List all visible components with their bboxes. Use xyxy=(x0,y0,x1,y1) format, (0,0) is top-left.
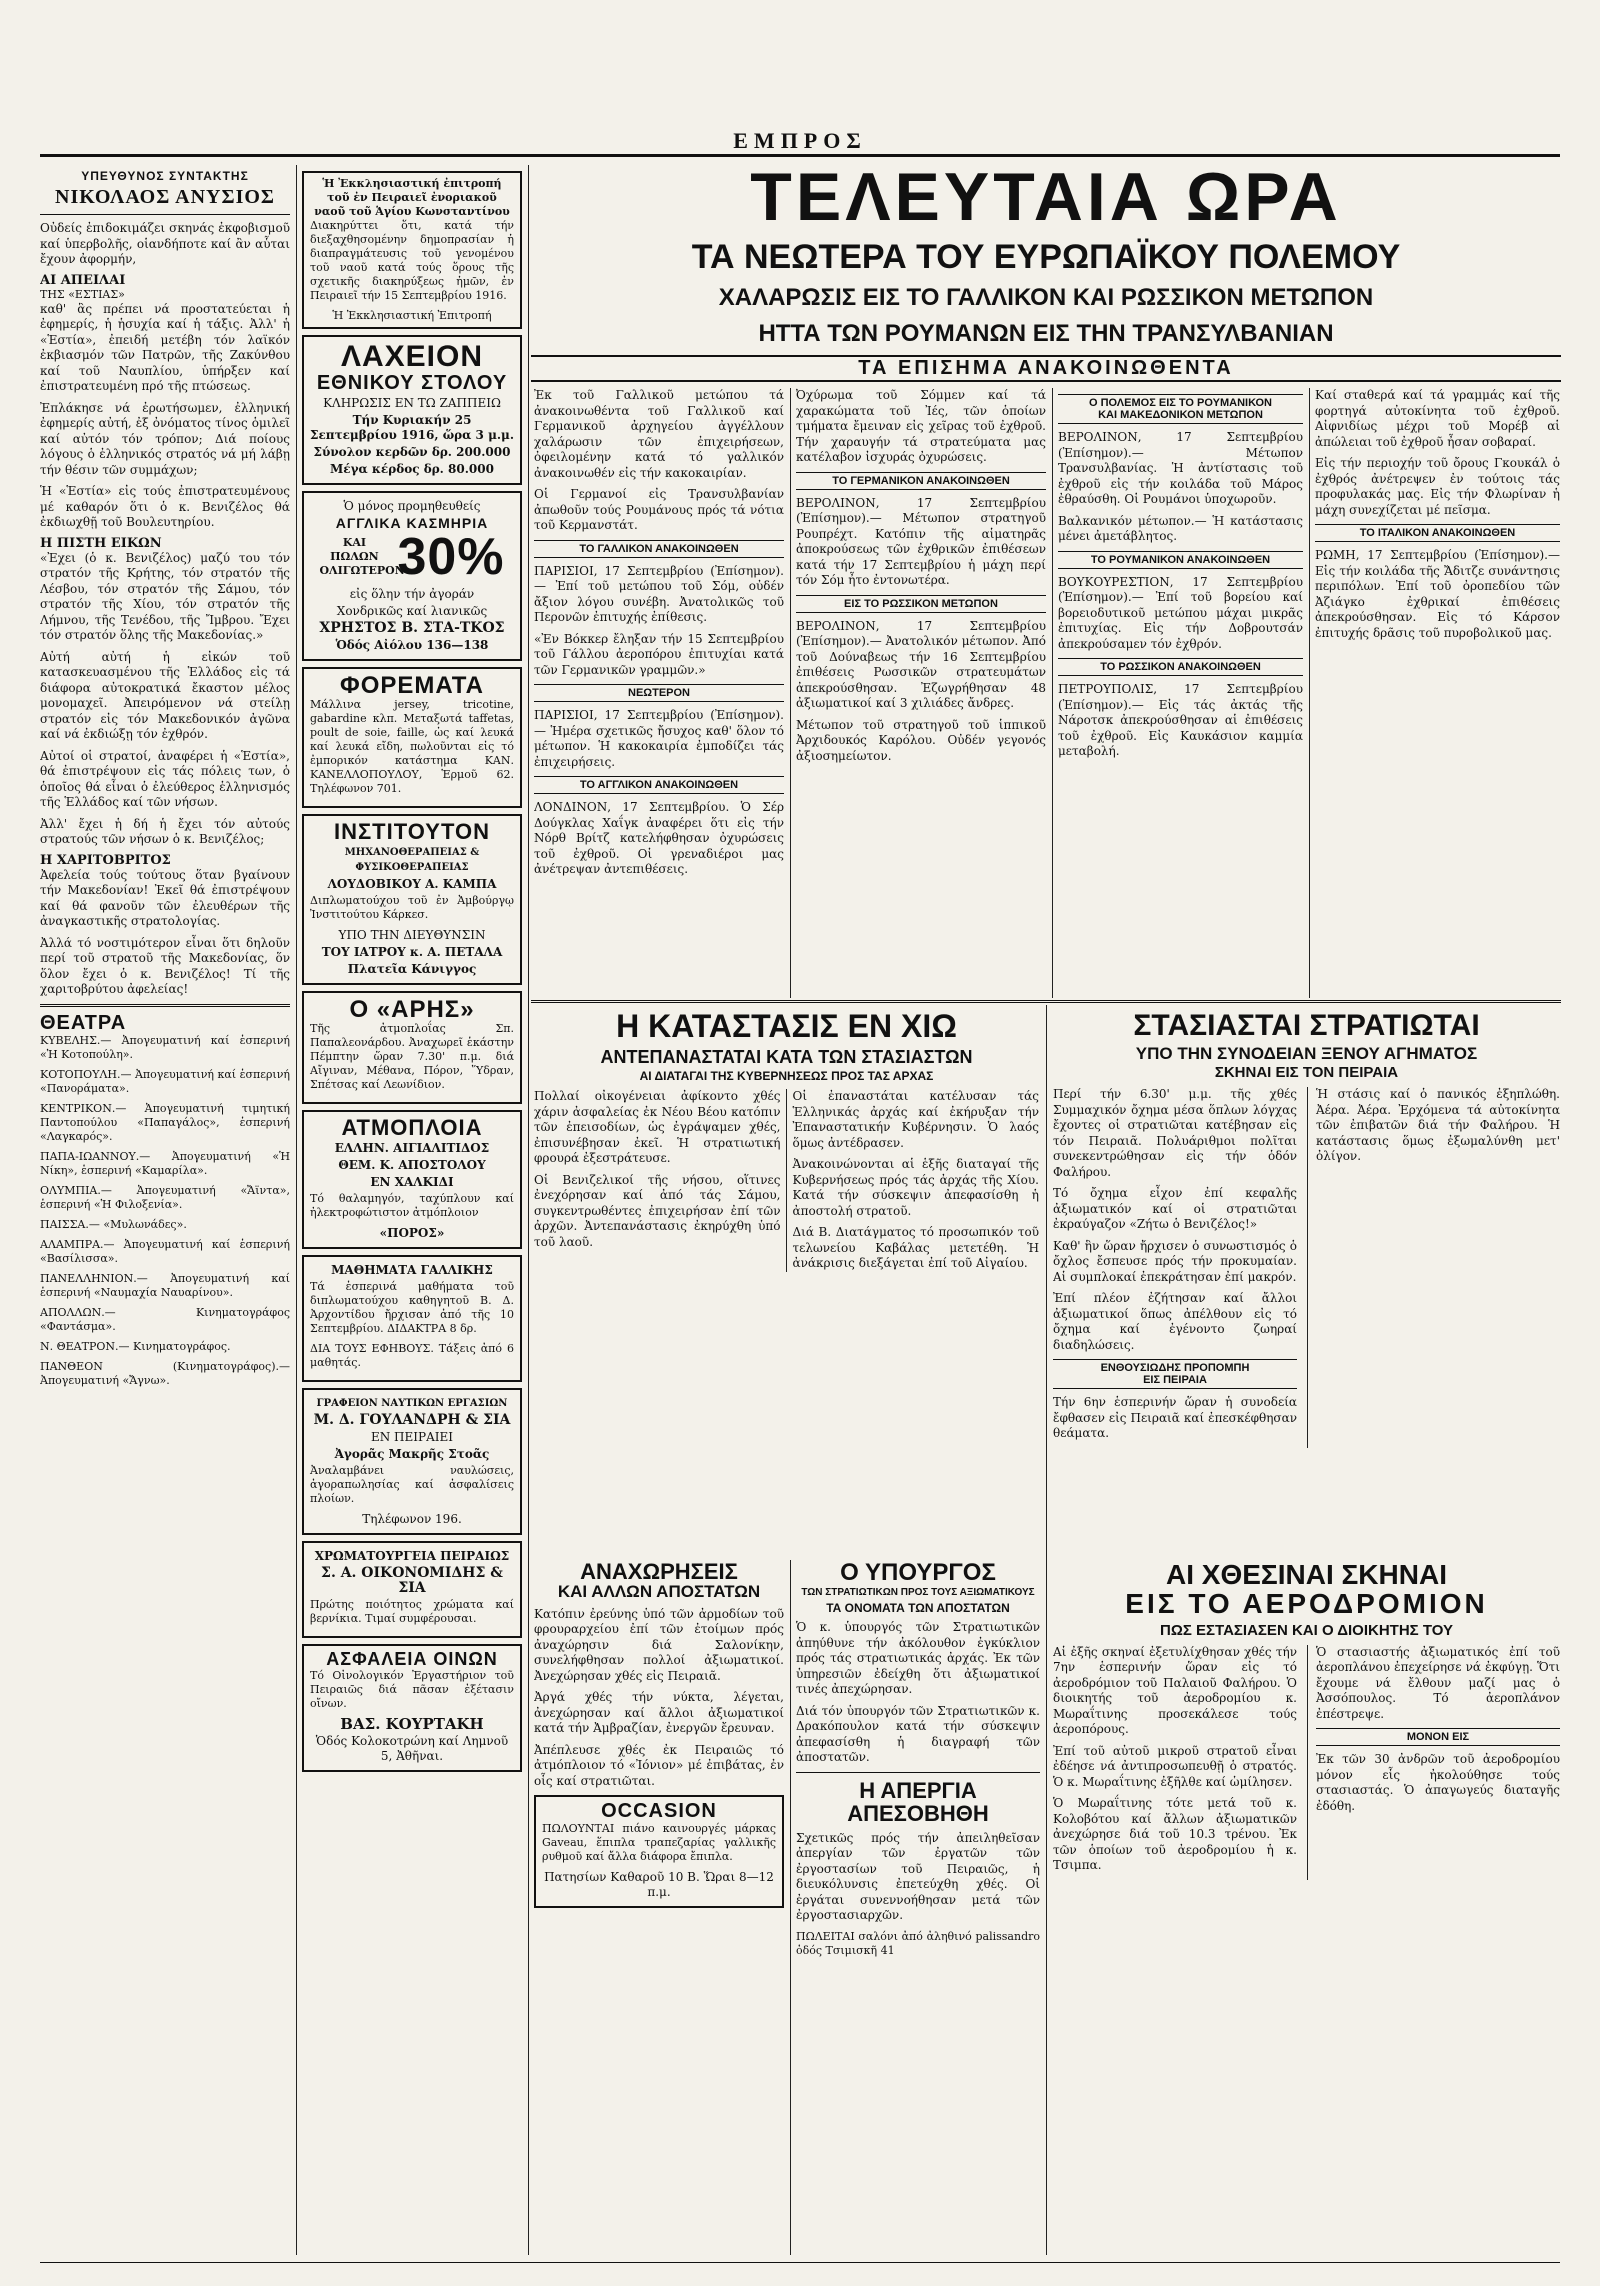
article-paragraph: «Ἐν Βόκκερ ἔληξαν τήν 15 Σεπτεμβρίου τοῦ Γάλλου ἀεροπόρου ἐπιτυχίαι κατά τῶν Γερμανικῶν γραμμῶν.» xyxy=(534,631,784,677)
article-paragraph: Εἰς τήν περιοχήν τοῦ ὄρους Γκουκάλ ὁ ἐχθρός ἀνέτρεψεν ἐν τούτοις τάς προφυλακάς μας. Εἰς τήν Φλωρίναν ἡ μάχη συνεχίζεται μέ πεῖσμα. xyxy=(1315,456,1560,517)
institute-body: Διπλωματούχου τοῦ ἐν Ἀμβούργῳ Ἰνστιτούτου Κάρκεσ. xyxy=(310,894,514,922)
theatre-item: ΑΛΑΜΠΡΑ.— Ἀπογευματινή καί ἑσπερινή «Βασίλισσα». xyxy=(40,1237,290,1265)
institute-line: Πλατεῖα Κάνιγγος xyxy=(347,962,477,977)
cashmere-name: ΧΡΗΣΤΟΣ Β. ΣΤΑ-ΤΚΟΣ xyxy=(319,619,505,636)
war-col-1 xyxy=(534,388,784,988)
wine-body: Τό Οἰνολογικόν Ἐργαστήριον τοῦ Πειραιῶς διά πᾶσαν ἐξέτασιν οἴνων. xyxy=(310,1669,514,1711)
aerodrome-body xyxy=(1053,1645,1560,1880)
article-paragraph: Ἡ «Ἑστία» εἰς τούς ἐπιστρατευμένους μέ καθαρόν ὅτι ὁ κ. Βενιζέλος θά ἐκδιωχθῇ τοῦ Βουλευτηρίου. xyxy=(40,484,290,529)
soldiers-col-a xyxy=(1053,1087,1297,1448)
theatre-item: ΚΥΒΕΛΗΣ.— Ἀπογευματινή καί ἑσπερινή «Ἡ Κοτοπούλη». xyxy=(40,1033,290,1061)
column-rule xyxy=(1046,1005,1047,2255)
divider xyxy=(40,1004,290,1007)
section-heading: ΤΟ ΓΑΛΛΙΚΟΝ ΑΝΑΚΟΙΝΩΘΕΝ xyxy=(534,540,784,558)
section-heading xyxy=(1053,1359,1297,1389)
article-paragraph: Βαλκανικόν μέτωπον.— Ἡ κατάστασις μένει ἀμετάβλητος. xyxy=(1058,513,1303,543)
chios-title: Η ΚΑΤΑΣΤΑΣΙΣ ΕΝ ΧΙΩ xyxy=(616,1010,957,1044)
masthead xyxy=(40,128,1560,157)
section-heading: ΤΟ ΡΟΥΜΑΝΙΚΟΝ ΑΝΑΚΟΙΝΩΘΕΝ xyxy=(1058,551,1303,569)
theatre-item: ΚΟΤΟΠΟΥΛΗ.— Ἀπογευματινή καί ἑσπερινή «Πανοράματα». xyxy=(40,1067,290,1095)
lottery-line: Μέγα κέρδος δρ. 80.000 xyxy=(330,461,494,476)
french-body: Τά ἑσπερινά μαθήματα τοῦ διπλωματούχου καθηγητοῦ Β. Δ. Ἀρχοντίδου ἤρχισαν ἀπό τῆς 10 Σεπτεμβρίου. ΔΙΔΑΚΤΡΑ 8 δρ. xyxy=(310,1280,514,1336)
article-paragraph: Ἀργά χθές τήν νύκτα, λέγεται, ἀνεχώρησαν καί ἄλλοι ἀξιωματικοί κατά τήν Ἀμβραζίαν, ἐνεργῶν ἔρευναν. xyxy=(534,1690,784,1736)
chios-subtitle: ΑΝΤΕΠΑΝΑΣΤΑΤΑΙ ΚΑΤΑ ΤΩΝ ΣΤΑΣΙΑΣΤΩΝ xyxy=(600,1046,973,1067)
section-heading: Η ΧΑΡΙΤΟΒΡΙΤΟΣ xyxy=(40,852,171,868)
article-paragraph: ΠΑΡΙΣΙΟΙ, 17 Σεπτεμβρίου (Ἐπίσημον).— Ἡμέρα σχετικῶς ἤσυχος καθ' ὅλον τό μέτωπον. Ἡ κακοκαιρία ἐμποδίζει τάς ἐπιχειρήσεις. xyxy=(534,708,784,769)
dye-ad xyxy=(302,1541,522,1638)
cashmere-percent: 30% xyxy=(397,528,505,587)
chios-story xyxy=(534,1010,1039,1550)
headline-1: ΤΑ ΝΕΩΤΕΡΑ ΤΟΥ ΕΥΡΩΠΑΪΚΟΥ ΠΟΛΕΜΟΥ xyxy=(691,238,1401,276)
shipping-line: ΕΝ ΠΕΙΡΑΙΕΙ xyxy=(370,1430,454,1445)
column-rule xyxy=(790,388,791,998)
french-title: ΜΑΘΗΜΑΤΑ ΓΑΛΛΙΚΗΣ xyxy=(331,1263,493,1278)
article-paragraph: Ἐπλάκησε νά ἐρωτήσωμεν, ἐλληνική ἐφημερίς αὐτή, ἐξ ὀνόματος τίνος ὁμιλεῖ καί αὐτόν τόν τρόπον; Διά ποίους λόγους ὁ ἐλληνικός στρατός νά μή λάβῃ τήν θέσιν τῶν συμμάχων; xyxy=(40,400,290,477)
occasion-body: ΠΩΛΟΥΝΤΑΙ πιάνο καινουργές μάρκας Gaveau, ἕπιπλα τραπεζαρίας γαλλικῆς ρυθμοῦ καί ἄλλα διάφορα ἔπιπλα. xyxy=(542,1822,776,1864)
shipping-line: Ἀγορᾶς Μακρῆς Στοᾶς xyxy=(334,1447,490,1462)
institute-name: ΛΟΥΔΟΒΙΚΟΥ Α. ΚΑΜΠΑ xyxy=(327,877,497,892)
cashmere-line: Ὁ μόνος προμηθευθείς xyxy=(343,498,481,513)
french-ad xyxy=(302,1255,522,1382)
classified-ad: ΠΩΛΕΙΤΑΙ σαλόνι ἀπό ἀληθινό palissandro ὁδός Τσιμισκῆ 41 xyxy=(796,1929,1040,1957)
section-heading: ΜΟΝΟΝ ΕΙΣ xyxy=(1316,1728,1560,1746)
shipping-body: Ἀναλαμβάνει ναυλώσεις, ἀγοραπωλησίας καί ἀσφαλίσεις πλοίων. xyxy=(310,1464,514,1506)
church-notice xyxy=(302,171,522,329)
resign-story xyxy=(534,1560,784,2260)
article-paragraph: ΒΕΡΟΛΙΝΟΝ, 17 Σεπτεμβρίου (Ἐπίσημον).— Μέτωπον στρατηγοῦ Ρουπρέχτ. Κατόπιν τῆς αἱματηρᾶς ἀποκρούσεως τῶν ἐχθρικῶν ἐπιθέσεων κατά τήν 17 Σεπτεμβρίου ἡ μάχη περί τόν Σόμ ἦτο ἐντονωτέρα. xyxy=(796,495,1046,587)
article-paragraph: Ἀνακοινώνονται αἱ ἑξῆς διαταγαί τῆς Κυβερνήσεως πρός τάς ἀρχάς τῆς Χίου. Κατά τήν σύσκεψιν ἀπεφασίσθη ἡ ἀποστολή στρατοῦ. xyxy=(792,1157,1039,1218)
headline-3: ΗΤΤΑ ΤΩΝ ΡΟΥΜΑΝΩΝ ΕΙΣ ΤΗΝ ΤΡΑΝΣΥΛΒΑΝΙΑΝ xyxy=(758,320,1334,347)
section-heading: ΤΟ ΑΓΓΛΙΚΟΝ ΑΝΑΚΟΙΝΩΘΕΝ xyxy=(534,776,784,794)
headline-4: ΤΑ ΕΠΙΣΗΜΑ ΑΝΑΚΟΙΝΩΘΕΝΤΑ xyxy=(531,355,1561,382)
steamship-line: «ΠΟΡΟΣ» xyxy=(379,1226,445,1241)
resign-subtitle: ΚΑΙ ΑΛΛΩΝ ΑΠΟΣΤΑΤΩΝ xyxy=(557,1582,761,1602)
institute-title: ΙΝΣΤΙΤΟΥΤΟΝ xyxy=(333,818,490,844)
article-paragraph: Διά Β. Διατάγματος τό προσωπικόν τοῦ τελωνείου Καβάλας μετετέθη. Ἡ ἀνάκρισις διεξάγεται ἐπί τοῦ Αἰγαίου. xyxy=(792,1225,1039,1271)
section-heading: ΑΙ ΑΠΕΙΛΑΙ xyxy=(40,272,126,288)
theatre-item: ΟΛΥΜΠΙΑ.— Ἀπογευματινή «Ἄϊντα», ἑσπερινή «Ἡ Φιλοξενία». xyxy=(40,1183,290,1211)
aris-title: Ο «ΑΡΗΣ» xyxy=(349,996,475,1024)
article-paragraph: Πολλαί οἰκογένειαι ἀφίκοντο χθές χάριν ἀσφαλείας ἐκ Νέου Βέου κατόπιν τῶν ἐπεισοδίων, ὡς ἐγράψαμεν χθές, ἐπισυνέβησαν ἐκεῖ. Ἡ στρατιωτική φρουρά ἐξεστράτευσε. xyxy=(534,1089,781,1166)
editor-label: ΥΠΕΥΘΥΝΟΣ ΣΥΝΤΑΚΤΗΣ xyxy=(81,169,249,183)
page-bottom-rule xyxy=(40,2262,1560,2263)
steamship-title: ΑΤΜΟΠΛΟΙΑ xyxy=(341,1115,483,1141)
minister-subtitle: ΤΩΝ ΣΤΡΑΤΙΩΤΙΚΩΝ ΠΡΟΣ ΤΟΥΣ ΑΞΙΩΜΑΤΙΚΟΥΣ xyxy=(801,1587,1035,1599)
section-heading: ΕΙΣ ΤΟ ΡΩΣΣΙΚΟΝ ΜΕΤΩΠΟΝ xyxy=(796,595,1046,613)
article-paragraph: Οἱ Βενιζελικοί τῆς νήσου, οἵτινες ἐνεχόρησαν καί ἀπό τάς Σάμου, συγκεντρωθέντες ἐπιχειρήσαν ἐπί τῶν ἀρχῶν. Ἀντεπανάστασις ἐκηρύχθη ὑπό τοῦ λαοῦ. xyxy=(534,1172,781,1249)
article-paragraph: Κατόπιν ἐρεύνης ὑπό τῶν ἀρμοδίων τοῦ φρουραρχείου ἐπί τῶν ἐτοίμων πρός ἀναχώρησιν διά Σαλονίκην, συνελήφθησαν πολλοί ἀξιωματικοί. Ἀνεχώρησαν χθές εἰς Πειραιᾶ. xyxy=(534,1606,784,1683)
article-paragraph: ΒΕΡΟΛΙΝΟΝ, 17 Σεπτεμβρίου (Ἐπίσημον).— Μέτωπον Τρανσυλβανίας. Ἡ ἀντίστασις τοῦ ἐχθροῦ εἰς τήν κοιλάδα τοῦ Μάρος ἐθραύσθη. Οἱ Ρουμάνοι ὑποχωροῦν. xyxy=(1058,430,1303,506)
article-paragraph: Ἀφελεία τούς τούτους ὅταν βγαίνουν τήν Μακεδονίαν! Ἐκεῖ θά ἐπιστρέψουν καί θά φανοῦν τῶν ἐλευθέρων τῆς ἀναγκαστικῆς στρατολογίας. xyxy=(40,867,290,928)
resign-title: ΑΝΑΧΩΡΗΣΕΙΣ xyxy=(580,1560,738,1584)
section-heading: ΤΟ ΙΤΑΛΙΚΟΝ ΑΝΑΚΟΙΝΩΘΕΝ xyxy=(1315,524,1560,542)
article-paragraph: Οὐδείς ἐπιδοκιμάζει σκηνάς ἐκφοβισμοῦ καί ὑπερβολῆς, οἱανδήποτε καί ἂν αὗται ἔχουν ἀφορμήν, xyxy=(40,221,290,266)
section-heading: ΤΟ ΓΕΡΜΑΝΙΚΟΝ ΑΝΑΚΟΙΝΩΘΕΝ xyxy=(796,472,1046,490)
article-paragraph: Καί σταθερά καί τά γραμμάς καί τῆς φορτηγά αὐτοκίνητα τοῦ ἐχθροῦ. Αἰφνιδίως μέχρι τοῦ Μορέβ αἱ ἀπώλειαι τοῦ ἐχθροῦ ἦσαν σοβαραί. xyxy=(1315,388,1560,449)
occasion-title: OCCASION xyxy=(601,1800,717,1823)
section-heading-line: ΚΑΙ ΜΑΚΕΔΟΝΙΚΟΝ ΜΕΤΩΠΟΝ xyxy=(1098,409,1263,421)
theatre-item: ΠΑΝΘΕΟΝ (Κινηματογράφος).— Ἀπογευματινή «Ἄγνω». xyxy=(40,1359,290,1387)
steamship-line: ΘΕΜ. Κ. ΑΠΟΣΤΟΛΟΥ xyxy=(338,1158,486,1173)
steamship-body: Τό θαλαμηγόν, ταχύπλουν καί ἠλεκτροφώτιστον ἀτμόπλοιον xyxy=(310,1192,514,1220)
steamship-line: ΕΝ ΧΑΛΚΙΔΙ xyxy=(370,1175,454,1190)
column-rule xyxy=(528,165,529,2255)
institute-ad xyxy=(302,814,522,985)
chios-subtitle-2: ΑΙ ΔΙΑΤΑΓΑΙ ΤΗΣ ΚΥΒΕΡΝΗΣΕΩΣ ΠΡΟΣ ΤΑΣ ΑΡΧΑΣ xyxy=(639,1069,934,1084)
article-paragraph: ΠΑΡΙΣΙΟΙ, 17 Σεπτεμβρίου (Ἐπίσημον).— Ἐπί τοῦ μετώπου τοῦ Σόμ, οὐδέν ἄξιον λόγου συνέβη. Ἀνατολικῶς τοῦ Περονῶν ἐπιτυχής ἐπίθεσις. xyxy=(534,563,784,624)
soldiers-subtitle-2: ΣΚΗΝΑΙ ΕΙΣ ΤΟΝ ΠΕΙΡΑΙΑ xyxy=(1214,1064,1399,1082)
article-paragraph: Αὐτή αὐτή ἡ εἰκών τοῦ κατασκευασμένου τῆς Ἑλλάδος εἰς τά διάφορα αὐτοκρατικά ἔκαστον μέλος μονομαχεῖ. Ἀπειρόμενον νά στείλῃ στρατόν εἰς τόν Μακεδονικόν ἀγῶνα καί νά ἐκδιώξῃ τόν ἐχθρόν. xyxy=(40,649,290,741)
occasion-address: Πατησίων Καθαροῦ 10 Β. Ὥραι 8—12 π.μ. xyxy=(544,1870,774,1900)
aerodrome-title: ΑΙ ΧΘΕΣΙΝΑΙ ΣΚΗΝΑΙ xyxy=(1166,1560,1447,1590)
cashmere-offer xyxy=(310,530,514,585)
article-paragraph: Ὀχύρωμα τοῦ Σόμμεν καί τά χαρακώματα τοῦ Ἰές, τῶν ὁποίων τμήματα ἔμειναν εἰς χεῖρας τοῦ ἐχθροῦ. Τήν χαραυγήν τά στρατεύματα μας κατέλαβον ἰσχυράς ὀχυρώσεις. xyxy=(796,388,1046,464)
lottery-ad xyxy=(302,335,522,485)
article-paragraph: Ὁ κ. ὑπουργός τῶν Στρατιωτικῶν ἀπηύθυνε τήν ἀκόλουθον ἐγκύκλιον πρός τάς στρατιωτικάς ἀρχάς. Ἐκ τῶν ὑπηρεσιῶν ἐδείχθη ὅτι ἀξιωματικοί τινές ἀπεχώρησαν. xyxy=(796,1620,1040,1697)
section-heading xyxy=(1058,394,1303,424)
notice-signature: Ἡ Ἐκκλησιαστική Ἐπιτροπή xyxy=(332,309,492,322)
column-rule xyxy=(790,1560,791,2255)
article-paragraph: καθ' ἃς πρέπει νά προστατεύεται ἡ ἐφημερίς, ἡ ἡσυχία καί ἡ τάξις. Ἀλλ' ἡ «Ἑστία», ἐπειδή μετέβη τόν λαϊκόν ἐκβιασμόν τῶν Πατρῶν, τῆς Ζακύνθου καί τοῦ Ναυπλίου, ὑπήρξεν καί ἐπιστρατευμένη πρό τῆς πτώσεως. xyxy=(40,301,290,393)
article-paragraph: Αὐτοί οἱ στρατοί, ἀναφέρει ἡ «Ἑστία», θά ἐπιστρέψουν εἰς τάς πόλεις των, ὁ ὁποῖος θά εἶναι ὁ ἐλεύθερος ἑλληνισμός τῆς Ἑλλάδος καί τῶν νήσων. xyxy=(40,748,290,809)
war-col-2 xyxy=(796,388,1046,988)
article-paragraph: Ἐκ τοῦ Γαλλικοῦ μετώπου τά ἀνακοινωθέντα τοῦ Γαλλικοῦ καί Γερμανικοῦ ἀρχηγείου ἀγγέλλουν χαλάρωσιν τῶν ἐπιχειρήσεων, ὀφειλομένην κατά τό γαλλικόν ἀνακοινωθέν εἰς τήν κακοκαιρίαν. xyxy=(534,388,784,480)
cashmere-address: Ὁδός Αἰόλου 136—138 xyxy=(335,637,489,652)
article-paragraph: ΛΟΝΔΙΝΟΝ, 17 Σεπτεμβρίου. Ὁ Σέρ Δούγκλας Χαΐγκ ἀναφέρει ὅτι εἰς τήν Νόρθ Βρίτζ κατελήφθησαν ὀχυρώσεις τοῦ ἐχθροῦ. Οἱ γρεναδιέροι μας ἀνέτρεψαν ἀντεπιθέσεις. xyxy=(534,800,784,876)
strike-subtitle: ΑΠΕΣΟΒΗΘΗ xyxy=(847,1800,989,1826)
theatre-item: Ν. ΘΕΑΤΡΟΝ.— Κινηματογράφος. xyxy=(40,1339,231,1353)
article-paragraph: Ἐπί πλέον ἐζήτησαν καί ἄλλοι ἀξιωματικοί ὅπως ἀπέλθουν εἰς τό ὄχημα καί ἐγένοντο ζωηραί διαδηλώσεις. xyxy=(1053,1291,1297,1352)
article-paragraph: Σχετικῶς πρός τήν ἀπειληθεῖσαν ἀπεργίαν τῶν ἐργατῶν τῶν ἐργοστασίων τοῦ Πειραιῶς, ἡ διευκόλυνσις ἐπετεύχθη χθές. Οἱ ἐργάται συνεννοήθησαν μετά τῶν ἐργοστασιαρχῶν. xyxy=(796,1830,1040,1923)
divider xyxy=(796,1772,1040,1773)
article-paragraph: Ἀπέπλευσε χθές ἐκ Πειραιῶς τό ἀτμόπλοιον τό «Ἰόνιον» μέ ἐπιβάτας, ἐν οἷς καί στρατιῶται. xyxy=(534,1742,784,1788)
article-paragraph: ΒΕΡΟΛΙΝΟΝ, 17 Σεπτεμβρίου (Ἐπίσημον).— Ἀνατολικόν μέτωπον. Ἀπό τοῦ Δούναβεως τήν 16 Σεπτεμβρίου ἐπιθέσεις Ρωσσικῶν στρατευμάτων ἀπεκρούσθησαν. Ἐζωγρήθησαν 48 ἀξιωματικοί καί 3 χιλιάδες ἄνδρες. xyxy=(796,618,1046,710)
soldiers-subtitle: ΥΠΟ ΤΗΝ ΣΥΝΟΔΕΙΑΝ ΞΕΝΟΥ ΑΓΗΜΑΤΟΣ xyxy=(1135,1043,1478,1063)
theatre-item: ΑΠΟΛΛΩΝ.— Κινηματογράφος «Φαντάσμα». xyxy=(40,1305,290,1333)
institute-line: ΥΠΟ ΤΗΝ ΔΙΕΥΘΥΝΣΙΝ xyxy=(338,928,486,943)
newspaper-name: ΕΜΠΡΟΣ xyxy=(733,128,867,153)
aerodrome-story xyxy=(1053,1560,1560,2260)
section-heading-line: ΕΙΣ ΠΕΙΡΑΙΑ xyxy=(1143,1374,1207,1387)
occasion-ad xyxy=(534,1795,784,1908)
main-title: ΤΕΛΕΥΤΑΙΑ ΩΡΑ xyxy=(750,159,1342,235)
column-rule xyxy=(296,165,297,2255)
shipping-title: ΓΡΑΦΕΙΟΝ ΝΑΥΤΙΚΩΝ ΕΡΓΑΣΙΩΝ xyxy=(316,1398,508,1410)
aerodrome-subtitle-2: ΠΩΣ ΕΣΤΑΣΙΑΣΕΝ ΚΑΙ Ο ΔΙΟΙΚΗΤΗΣ ΤΟΥ xyxy=(1160,1621,1453,1639)
theatre-list xyxy=(40,1034,290,1388)
section-heading: Η ΠΙΣΤΗ ΕΙΚΩΝ xyxy=(40,535,162,551)
institute-subtitle: ΜΗΧΑΝΟΘΕΡΑΠΕΙΑΣ & ΦΥΣΙΚΟΘΕΡΑΠΕΙΑΣ xyxy=(344,847,480,874)
aris-ad xyxy=(302,991,522,1104)
dress-title: ΦΟΡΕΜΑΤΑ xyxy=(340,671,484,699)
cashmere-line: εἰς ὅλην τήν ἀγοράν xyxy=(349,586,475,601)
lottery-line: Τήν Κυριακήν 25 Σεπτεμβρίου 1916, ὥρα 3 μ.μ. xyxy=(310,412,514,442)
aris-body: Τῆς ἀτμοπλοΐας Σπ. Παπαλεονάρδου. Ἀναχωρεῖ ἑκάστην Πέμπτην ὥραν 7.30' π.μ. διά Αἴγιναν, Μέθανα, Πόρον, Ὕδραν, Σπέτσας καί Λεωνίδιον. xyxy=(310,1022,514,1092)
wine-title: ΑΣΦΑΛΕΙΑ ΟΙΝΩΝ xyxy=(326,1649,498,1670)
article-paragraph: ΒΟΥΚΟΥΡΕΣΤΙΟΝ, 17 Σεπτεμβρίου (Ἐπίσημον).— Ἐπί τοῦ βορείου καί βορειοδυτικοῦ μετώπου μάχαι μικρᾶς ἐπιτυχίας. Εἰς τήν Δοβρουτσάν ἀπεκρούσαμεν τόν ἐχθρόν. xyxy=(1058,574,1303,651)
article-paragraph: Διά τόν ὑπουργόν τῶν Στρατιωτικῶν κ. Δρακόπουλον κατά τήν σύσκεψιν ἀπεφασίσθη ἡ διαγραφή τῶν ἀποστατῶν. xyxy=(796,1703,1040,1765)
article-paragraph: Ὁ στασιαστής ἀξιωματικός ἐπί τοῦ ἀεροπλάνου ἐπεχείρησε νά ἐκφύγῃ. Ὅτι ἔχουμε νά ἔλθουν μαζί μας ὁ Ἀσσόπουλος. Τό ἀεροπλάνον ἐπέστρεψε. xyxy=(1316,1644,1560,1721)
aerodrome-col-a xyxy=(1053,1645,1297,1880)
article-paragraph: Τήν 6ην ἑσπερινήν ὥραν ἡ συνοδεία ἔφθασεν εἰς Πειραιᾶ καί ἐπεσκέφθησαν θεάματα. xyxy=(1053,1395,1297,1441)
shipping-name: Μ. Δ. ΓΟΥΛΑΝΔΡΗ & ΣΙΑ xyxy=(313,1412,511,1429)
article-paragraph: Τό ὄχημα εἶχον ἐπί κεφαλῆς ἀξιωματικόν καί οἱ στρατιῶται ἐκραύγαζον «Ζήτω ὁ Βενιζέλος!» xyxy=(1053,1186,1297,1232)
notice-title: Ἡ Ἐκκλησιαστική ἐπιτροπή τοῦ ἐν Πειραιεῖ ἐνοριακοῦ ναοῦ τοῦ Ἁγίου Κωνσταντίνου xyxy=(314,177,510,218)
headline-2: ΧΑΛΑΡΩΣΙΣ ΕΙΣ ΤΟ ΓΑΛΛΙΚΟΝ ΚΑΙ ΡΩΣΣΙΚΟΝ ΜΕΤΩΠΟΝ xyxy=(718,284,1374,311)
lottery-title: ΛΑΧΕΙΟΝ xyxy=(340,340,484,373)
dress-body: Μάλλινα jersey, tricotine, gabardine κλπ. Μεταξωτά taffetas, poult de soie, faille, ὡς καί λευκά καί λευκά εἴδη, πωλοῦνται εἰς τό ἐμπορικόν κατάστημα ΚΑΝ. ΚΑΝΕΛΛΟΠΟΥΛΟΥ, Ἑρμοῦ 62. Τηλέφωνον 701. xyxy=(310,697,514,795)
ads-column xyxy=(302,165,522,2255)
shipping-office-ad xyxy=(302,1388,522,1535)
divider xyxy=(531,1000,1561,1003)
cashmere-title: ΑΓΓΛΙΚΑ ΚΑΣΜΗΡΙΑ xyxy=(335,514,489,531)
aerodrome-subtitle: ΕΙΣ ΤΟ ΑΕΡΟΔΡΟΜΙΟΝ xyxy=(1125,1588,1488,1620)
article-paragraph: ΠΕΤΡΟΥΠΟΛΙΣ, 17 Σεπτεμβρίου (Ἐπίσημον).— Εἰς τάς ἀκτάς τῆς Νάροτσκ ἀπεκρούσθησαν αἱ ἐπιθέσεις τοῦ ἐχθροῦ. Εἰς Καυκάσιον καμμία μεταβολή. xyxy=(1058,682,1303,758)
dress-ad xyxy=(302,667,522,808)
editor-name: ΝΙΚΟΛΑΟΣ ΑΝΥΣΙΟΣ xyxy=(55,186,275,208)
article-paragraph: Ἡ στάσις καί ὁ πανικός ἐξηπλώθη. Ἀέρα. Ἀέρα. Ἐρχόμενα τά αὐτοκίνητα τῶν ἐπιβατῶν διά τήν Φαλήρου. Ἡ κατάστασις ὅμως ἐξωμαλύνθη μετ' ὀλίγον. xyxy=(1316,1087,1560,1164)
article-paragraph: ΡΩΜΗ, 17 Σεπτεμβρίου (Ἐπίσημον).— Εἰς τήν κοιλάδα τῆς Ἄδιτζε συνάντησις περιπόλων. Ἐπί τοῦ ὀροπεδίου τῶν Ἀζιάγκο ἐχθρικαί ἐπιθέσεις ἀπεκρούσθησαν. Εἰς τό Κάρσον ἐπιτυχής δρᾶσις τοῦ πυροβολικοῦ μας. xyxy=(1315,548,1560,640)
theatre-item: ΠΑΝΕΛΛΗΝΙΟΝ.— Ἀπογευματινή καί ἑσπερινή «Ναυμαχία Ναυαρίνου». xyxy=(40,1271,290,1299)
section-heading: ΝΕΩΤΕΡΟΝ xyxy=(534,684,784,702)
section-subheading: ΤΗΣ «ΕΣΤΙΑΣ» xyxy=(40,287,125,301)
institute-line: ΤΟΥ ΙΑΤΡΟΥ κ. Α. ΠΕΤΑΛΑ xyxy=(321,945,503,960)
minister-story xyxy=(796,1560,1040,2260)
notice-body: Διακηρύττει ὅτι, κατά τήν διεξαχθησομένην δημοπρασίαν ἡ διαπραγμάτευσις τοῦ γενομένου τοῦ ναοῦ κατά τούς ὅρους τῆς σχετικῆς διακηρύξεως ἡμῶν, ἐν Πειραιεῖ τήν 15 Σεπτεμβρίου 1916. xyxy=(310,219,514,302)
theatre-item: ΠΑΙΣΣΑ.— «Μυλωνάδες». xyxy=(40,1217,187,1231)
section-heading-line: ΕΝΘΟΥΣΙΩΔΗΣ ΠΡΟΠΟΜΠΗ xyxy=(1100,1362,1250,1375)
article-paragraph: Περί τήν 6.30' μ.μ. τῆς χθές Συμμαχικόν ὄχημα μέσα ὅπλων λόγχας ἔχοντες οἱ στρατιῶται κατέβησαν εἰς τόν Πειραιᾶ. Πολυάριθμοι πολῖται συνεκεντρώθησαν εἰς τήν ὁδόν Φαλήρου. xyxy=(1053,1087,1297,1179)
theatre-item: ΠΑΠΑ-ΙΩΑΝΝΟΥ.— Ἀπογευματινή «Ἡ Νίκη», ἑσπερινή «Καμαρίλα». xyxy=(40,1149,290,1177)
lottery-line: Σύνολον κερδῶν δρ. 200.000 xyxy=(313,444,511,459)
steamship-line: ΕΛΛΗΝ. ΑΙΓΙΑΛΙΤΙΔΟΣ xyxy=(334,1141,490,1156)
shipping-line: Τηλέφωνον 196. xyxy=(362,1512,462,1527)
lottery-subtitle: ΕΘΝΙΚΟΥ ΣΤΟΛΟΥ xyxy=(316,371,508,394)
section-heading: ΤΟ ΡΩΣΣΙΚΟΝ ΑΝΑΚΟΙΝΩΘΕΝ xyxy=(1058,658,1303,676)
minister-title: Ο ΥΠΟΥΡΓΟΣ xyxy=(840,1560,996,1586)
article-paragraph: Μέτωπον τοῦ στρατηγοῦ τοῦ ἱππικοῦ Ἀρχιδουκός Καρόλου. Οὐδέν γεγονός ἀξιοσημείωτον. xyxy=(796,717,1046,763)
column-rule xyxy=(1052,388,1053,998)
column-rule xyxy=(1309,388,1310,998)
minister-subtitle-2: ΤΑ ΟΝΟΜΑΤΑ ΤΩΝ ΑΠΟΣΤΑΤΩΝ xyxy=(826,1600,1010,1615)
strike-title: Η ΑΠΕΡΓΙΑ xyxy=(859,1777,977,1803)
article-paragraph: «Ἐχει (ὁ κ. Βενιζέλος) μαζύ του τόν στρατόν τῆς Κρήτης, τόν στρατόν τῆς Λέσβου, τόν στρατόν τῆς Σάμου, τόν στρατόν τῆς Χίου, τόν στρατόν τῆς Λήμνου, τῆς Τενέδου, τῆς Ἴμβρου. Ἔχει τόν στρατόν ὅλης τῆς Μακεδονίας.» xyxy=(40,550,290,642)
war-col-4 xyxy=(1315,388,1560,988)
lottery-line: ΚΛΗΡΩΣΙΣ ΕΝ ΤΩ ΖΑΠΠΕΙΩ xyxy=(323,395,501,410)
theatre-item: ΚΕΝΤΡΙΚΟΝ.— Ἀπογευματινή τιμητική Παντοπούλου «Παπαγάλος», ἑσπερινή «Λαγκαρός». xyxy=(40,1101,290,1143)
article-paragraph: Ἀλλ' ἔχει ἡ δή ἡ ἔχει τόν αὐτούς στρατούς τῶν νήσων ὁ κ. Βενιζέλος; xyxy=(40,816,290,846)
cashmere-ad xyxy=(302,491,522,661)
theatre-title: ΘΕΑΤΡΑ xyxy=(40,1011,127,1034)
divider xyxy=(40,214,290,215)
war-col-3 xyxy=(1058,388,1303,988)
soldiers-col-b xyxy=(1307,1087,1560,1448)
chios-body xyxy=(534,1089,1039,1272)
french-extra: ΔΙΑ ΤΟΥΣ ΕΦΗΒΟΥΣ. Τάξεις ἀπό 6 μαθητάς. xyxy=(310,1342,514,1370)
wine-ad xyxy=(302,1644,522,1772)
cashmere-line: ΚΑΙ ΠΩΛΩΝ ΟΛΙΓΩΤΕΡΟΝ xyxy=(319,536,405,578)
steamship-ad xyxy=(302,1110,522,1249)
dye-body: Πρώτης ποιότητος χρώματα καί βερνίκια. Τιμαί συμφέρουσαι. xyxy=(310,1598,514,1626)
cashmere-line: Χονδρικῶς καί λιανικῶς xyxy=(336,603,488,618)
article-paragraph: Ἀλλά τό νοστιμότερον εἶναι ὅτι δηλοῦν περί τοῦ στρατοῦ τῆς Μακεδονίας, ὅν ὅλον ἔχει ὁ κ. Βενιζέλος! Τί τῆς χαριτοβρύτου ἀφελείας! xyxy=(40,935,290,996)
dye-title: ΧΡΩΜΑΤΟΥΡΓΕΙΑ ΠΕΙΡΑΙΩΣ xyxy=(314,1549,510,1564)
article-paragraph: Ὁ Μωραΐτινης τότε μετά τοῦ κ. Κολοβότου καί ἄλλων ἀξιωματικῶν ἀνεχώρησε διά τοῦ 10.3 τρένου. Ἐκ τῶν ὁποίων τοῦ ἀεροδρομίου ἡ κ. Τσιμπα. xyxy=(1053,1796,1297,1873)
soldiers-body xyxy=(1053,1087,1560,1448)
article-paragraph: Οἱ Γερμανοί εἰς Τρανσυλβανίαν ἀπωθοῦν τούς Ρουμάνους πρός τά νότια τοῦ Κερμανστάτ. xyxy=(534,487,784,532)
article-paragraph: Αἱ ἐξῆς σκηναί ἐξετυλίχθησαν χθές τήν 7ην ἑσπερινήν ὥραν εἰς τό ἀεροδρόμιον τοῦ Παλαιοῦ Φαλήρου. Ὁ διοικητής τοῦ ἀεροδρομίου κ. Μωραΐτινης προσεκάλεσε τούς ἀεροπόρους. xyxy=(1053,1644,1297,1737)
article-paragraph: Οἱ ἐπαναστάται κατέλυσαν τάς Ἑλληνικάς ἀρχάς καί ἐκήρυξαν τήν Ἐπαναστατικήν Κυβέρνησιν. Ὁ λαός ὅμως ἀντέδρασεν. xyxy=(792,1089,1039,1150)
article-paragraph: Ἐκ τῶν 30 ἀνδρῶν τοῦ ἀεροδρομίου μόνον εἷς ἠκολούθησε τούς στασιαστάς. Ὁ ἀπαγωγεύς διαταγῆς ἐδόθη. xyxy=(1316,1752,1560,1813)
dye-name: Σ. Α. ΟΙΚΟΝΟΜΙΔΗΣ & ΣΙΑ xyxy=(321,1565,503,1597)
soldiers-story xyxy=(1053,1010,1560,1550)
section-heading-line: Ο ΠΟΛΕΜΟΣ ΕΙΣ ΤΟ ΡΟΥΜΑΝΙΚΟΝ xyxy=(1088,397,1273,409)
wine-name: ΒΑΣ. ΚΟΥΡΤΑΚΗ xyxy=(340,1715,484,1734)
article-paragraph: Καθ' ἣν ὥραν ἤρχισεν ὁ συνωστισμός ὁ ὄχλος ἔσπευσε πρός τήν προκυμαίαν. Αἱ συμπλοκαί ἐπεκράτησαν ἐπί μακρόν. xyxy=(1053,1238,1297,1284)
article-paragraph: Ἐπί τοῦ αὐτοῦ μικροῦ στρατοῦ εἶναι ἐδέησε νά ἀντιπροσωπευθῇ ὁ στρατός. Ὁ κ. Μωραΐτινης ἐξῆλθε καί ὡμίλησεν. xyxy=(1053,1743,1297,1789)
aerodrome-col-b xyxy=(1307,1645,1560,1880)
soldiers-title: ΣΤΑΣΙΑΣΤΑΙ ΣΤΡΑΤΙΩΤΑΙ xyxy=(1133,1010,1480,1042)
wine-address: Ὁδός Κολοκοτρώνη καί Λημνοῦ 5, Ἀθῆναι. xyxy=(315,1734,509,1764)
left-column xyxy=(40,165,290,2255)
